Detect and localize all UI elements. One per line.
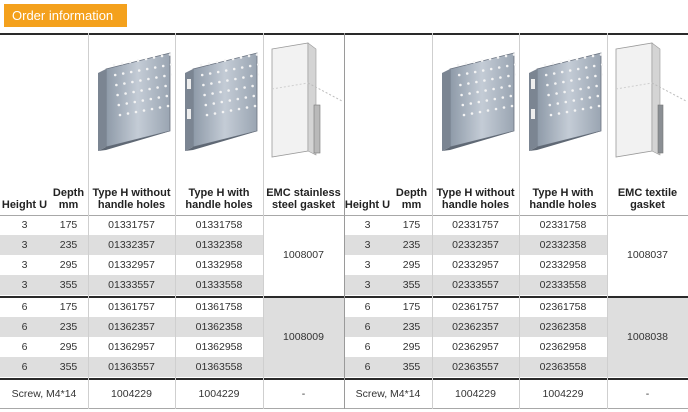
cell-part-handle: 01362958 — [195, 341, 243, 353]
cell-part-no-handle: 01331757 — [108, 219, 155, 231]
cell-depth: 235 — [391, 317, 432, 337]
cell-gasket-3u: 1008037 — [627, 249, 668, 261]
cell-screw-no-handle: 1004229 — [111, 388, 152, 400]
cell-part-handle: 02362958 — [539, 341, 587, 353]
cell-height-u: 6 — [21, 341, 28, 353]
cell-screw-gasket: - — [645, 388, 650, 400]
header-height: Height U — [1, 199, 48, 211]
cell-height-u: 6 — [364, 301, 371, 313]
cell-part-no-handle: 01362957 — [108, 341, 155, 353]
column-divider — [88, 33, 89, 409]
header-gasket: EMC textile gasket — [617, 187, 678, 211]
cell-depth: 235 — [391, 235, 432, 255]
cell-part-no-handle: 02363557 — [432, 357, 519, 377]
cell-part-no-handle: 02361757 — [452, 301, 499, 313]
cell-part-no-handle: 01362357 — [88, 317, 175, 337]
column-divider — [175, 33, 176, 409]
cell-screw-gasket: - — [301, 388, 306, 400]
cell-part-no-handle: 02332357 — [432, 235, 519, 255]
cell-height-u: 3 — [21, 219, 28, 231]
cell-screw-handle: 1004229 — [542, 388, 584, 400]
cell-height-u: 6 — [364, 341, 371, 353]
cell-depth: 355 — [391, 275, 432, 295]
cell-height-u: 3 — [344, 275, 391, 295]
cell-depth: 355 — [49, 357, 88, 377]
column-divider — [607, 33, 608, 409]
cell-screw-label: Screw, M4*14 — [11, 388, 77, 400]
cell-depth: 235 — [49, 235, 88, 255]
header-height: Height U — [344, 199, 391, 211]
column-divider — [432, 33, 433, 409]
cell-part-no-handle: 02333557 — [432, 275, 519, 295]
cell-depth: 355 — [49, 275, 88, 295]
cell-depth: 295 — [59, 259, 78, 271]
cell-depth: 175 — [59, 301, 78, 313]
cell-part-handle: 02361758 — [539, 301, 587, 313]
cell-part-handle: 02332958 — [539, 259, 587, 271]
header-depth: Depth mm — [395, 187, 428, 211]
cell-part-handle: 02363558 — [519, 357, 607, 377]
section-title: Order information — [4, 4, 127, 27]
header-with-handle: Type H with handle holes — [185, 187, 253, 211]
cell-part-handle: 01333558 — [175, 275, 263, 295]
column-divider — [263, 33, 264, 409]
cell-height-u: 3 — [364, 219, 371, 231]
header-depth: Depth mm — [52, 187, 85, 211]
cell-gasket-6u: 1008038 — [607, 297, 688, 377]
cell-height-u: 3 — [21, 259, 28, 271]
cell-gasket-6u: 1008009 — [263, 297, 344, 377]
header-gasket: EMC stainless steel gasket — [266, 187, 341, 211]
cell-part-no-handle: 01361757 — [108, 301, 155, 313]
cell-depth: 295 — [59, 341, 78, 353]
cell-part-handle: 01361758 — [195, 301, 243, 313]
cell-part-handle: 01332358 — [175, 235, 263, 255]
cell-part-handle: 01363558 — [175, 357, 263, 377]
cell-screw-no-handle: 1004229 — [455, 388, 496, 400]
column-divider — [519, 33, 520, 409]
cell-depth: 295 — [402, 259, 421, 271]
cell-screw-label: Screw, M4*14 — [355, 388, 421, 400]
header-without-handle: Type H without handle holes — [92, 187, 171, 211]
cell-part-no-handle: 01332957 — [108, 259, 155, 271]
cell-part-handle: 01331758 — [195, 219, 243, 231]
cell-height-u: 3 — [0, 275, 49, 295]
cell-part-no-handle: 02362357 — [432, 317, 519, 337]
cell-depth: 295 — [402, 341, 421, 353]
cell-height-u: 3 — [0, 235, 49, 255]
cell-part-no-handle: 01333557 — [88, 275, 175, 295]
cell-part-handle: 02332358 — [519, 235, 607, 255]
cell-height-u: 6 — [344, 357, 391, 377]
cell-part-handle: 02333558 — [519, 275, 607, 295]
cell-height-u: 6 — [344, 317, 391, 337]
cell-height-u: 6 — [0, 357, 49, 377]
cell-depth: 355 — [391, 357, 432, 377]
cell-screw-handle: 1004229 — [198, 388, 240, 400]
cell-depth: 175 — [59, 219, 78, 231]
header-with-handle: Type H with handle holes — [529, 187, 597, 211]
cell-height-u: 3 — [364, 259, 371, 271]
cell-part-no-handle: 02331757 — [452, 219, 499, 231]
cell-part-no-handle: 01363557 — [88, 357, 175, 377]
column-divider — [344, 33, 345, 409]
cell-gasket-3u: 1008007 — [283, 249, 324, 261]
cell-depth: 235 — [49, 317, 88, 337]
cell-part-handle: 01362358 — [175, 317, 263, 337]
cell-part-handle: 02362358 — [519, 317, 607, 337]
cell-part-no-handle: 01332357 — [88, 235, 175, 255]
cell-height-u: 3 — [344, 235, 391, 255]
cell-height-u: 6 — [0, 317, 49, 337]
cell-part-handle: 02331758 — [539, 219, 587, 231]
cell-height-u: 6 — [21, 301, 28, 313]
cell-depth: 175 — [402, 219, 421, 231]
cell-depth: 175 — [402, 301, 421, 313]
cell-part-handle: 01332958 — [195, 259, 243, 271]
header-without-handle: Type H without handle holes — [436, 187, 515, 211]
order-table — [0, 33, 688, 409]
cell-part-no-handle: 02362957 — [452, 341, 499, 353]
cell-part-no-handle: 02332957 — [452, 259, 499, 271]
